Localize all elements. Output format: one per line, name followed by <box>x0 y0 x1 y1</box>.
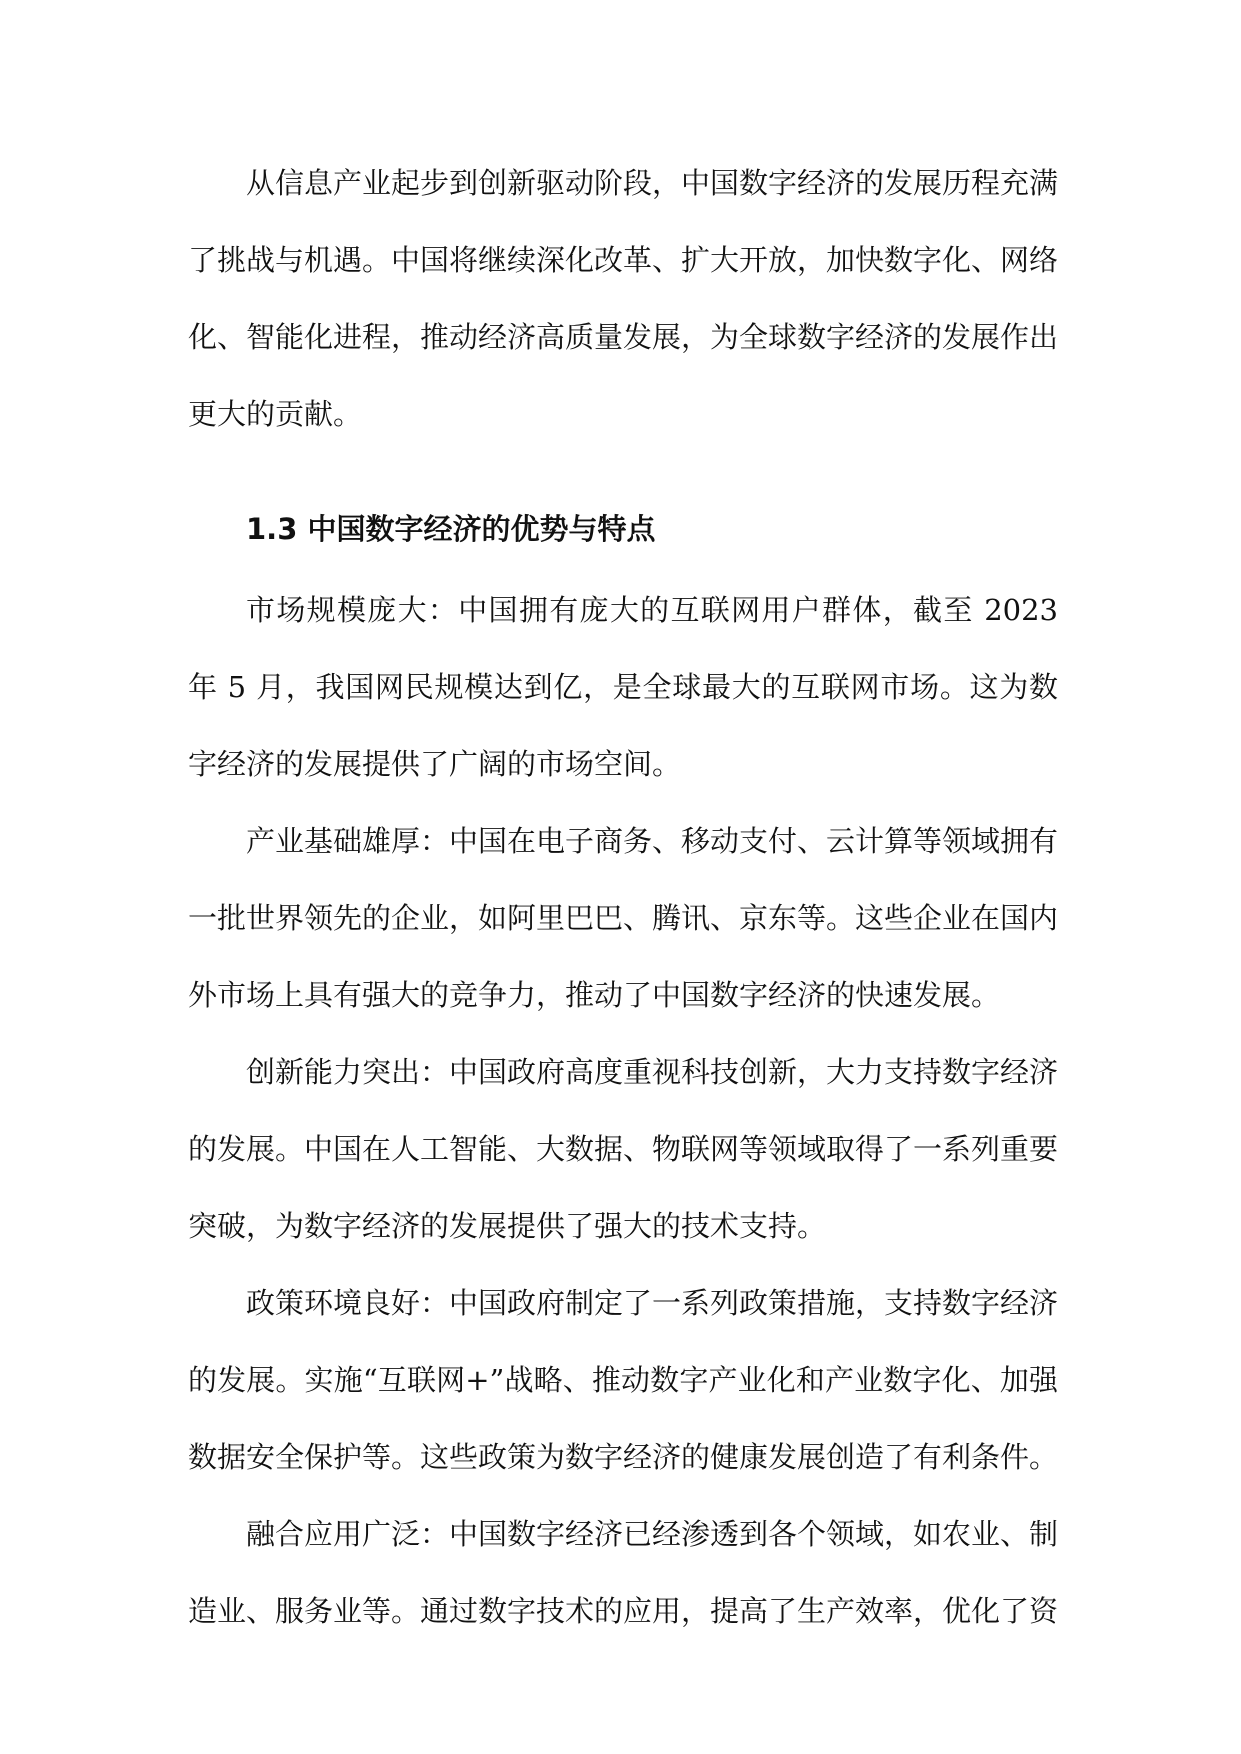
section-heading: 1.3 中国数字经济的优势与特点 <box>246 512 656 546</box>
intro-paragraph: 从信息产业起步到创新驱动阶段，中国数字经济的发展历程充满了挑战与机遇。中国将继续深化改革、扩大开放，加快数字化、网络化、智能化进程，推动经济高质量发展，为全球数字经济的发展作出更大的贡献。 <box>188 166 1059 431</box>
paragraph-innovation: 创新能力突出：中国政府高度重视科技创新，大力支持数字经济的发展。中国在人工智能、大数据、物联网等领域取得了一系列重要突破，为数字经济的发展提供了强大的技术支持。 <box>188 1055 1059 1243</box>
document-body <box>188 145 1058 1650</box>
paragraph-industry-base: 产业基础雄厚：中国在电子商务、移动支付、云计算等领域拥有一批世界领先的企业，如阿里巴巴、腾讯、京东等。这些企业在国内外市场上具有强大的竞争力，推动了中国数字经济的快速发展。 <box>188 824 1059 1012</box>
paragraph-integration: 融合应用广泛：中国数字经济已经渗透到各个领域，如农业、制造业、服务业等。通过数字技术的应用，提高了生产效率，优化了资 <box>188 1517 1059 1628</box>
paragraph-policy: 政策环境良好：中国政府制定了一系列政策措施，支持数字经济的发展。实施“互联网+”战略、推动数字产业化和产业数字化、加强数据安全保护等。这些政策为数字经济的健康发展创造了有利条件。 <box>188 1286 1059 1474</box>
paragraph-market-scale: 市场规模庞大：中国拥有庞大的互联网用户群体，截至 2023 年 5 月，我国网民规模达到亿，是全球最大的互联网市场。这为数字经济的发展提供了广阔的市场空间。 <box>188 593 1058 781</box>
section-spacer <box>188 453 1058 491</box>
